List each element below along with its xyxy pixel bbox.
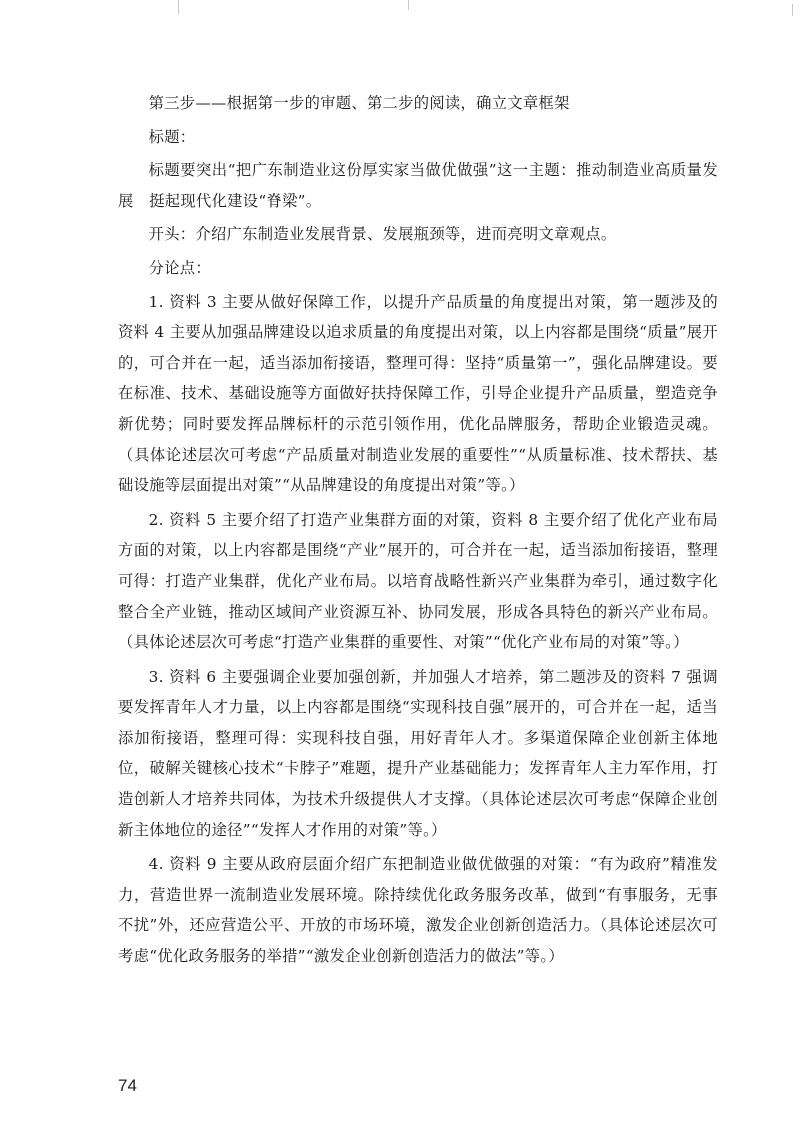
title-paragraph: 标题要突出“把广东制造业这份厚实家当做优做强”这一主题：推动制造业高质量发展 挺起现代化建设“脊梁”。: [118, 161, 718, 210]
scan-mark: [178, 0, 179, 14]
title-label: 标题：: [148, 127, 196, 146]
scan-mark: [792, 4, 793, 16]
point-4-paragraph: 4. 资料 9 主要从政府层面介绍广东把制造业做优做强的对策：“有为政府”精准发力，营造世界一流制造业发展环境。除持续优化政务服务改革，做到“有事服务，无事不扰”外，还应营造公平、开放的市场环境，激发企业创新创造活力。（具体论述层次可考虑“优化政务服务的举措”“激发企业创新创造活力的做法”等。）: [118, 855, 718, 966]
page-number: 74: [118, 1076, 137, 1095]
point-3-paragraph: 3. 资料 6 主要强调企业要加强创新，并加强人才培养，第二题涉及的资料 7 强调要发挥青年人才力量，以上内容都是围绕“实现科技自强”展开的，可合并在一起，适当添加衔接语，整理可得：实现科技自强，用好青年人才。多渠道保障企业创新主体地位，破解关键核心技术“卡脖子”难题，提升产业基础能力；发挥青年人主力军作用，打造创新人才培养共同体，为技术升级提供人才支撑。（具体论述层次可考虑“保障企业创新主体地位的途径”“发挥人才作用的对策”等。）: [118, 667, 718, 839]
document-body: [118, 88, 718, 972]
point-2-paragraph: 2. 资料 5 主要介绍了打造产业集群方面的对策，资料 8 主要介绍了优化产业布局方面的对策，以上内容都是围绕“产业”展开的，可合并在一起，适当添加衔接语，整理可得：打造产业集群，优化产业布局。以培育战略性新兴产业集群为牵引，通过数字化整合全产业链，推动区域间产业资源互补、协同发展，形成各具特色的新兴产业布局。（具体论述层次可考虑“打造产业集群的重要性、对策”“优化产业布局的对策”等。）: [118, 510, 718, 652]
scan-mark: [408, 0, 409, 10]
point-1-paragraph: 1. 资料 3 主要从做好保障工作，以提升产品质量的角度提出对策，第一题涉及的资料 4 主要从加强品牌建设以追求质量的角度提出对策，以上内容都是围绕“质量”展开的，可合并在一起，适当添加衔接语，整理可得：坚持“质量第一”，强化品牌建设。要在标准、技术、基础设施等方面做好扶持保障工作，引导企业提升产品质量，塑造竞争新优势；同时要发挥品牌标杆的示范引领作用，优化品牌服务，帮助企业锻造灵魂。（具体论述层次可考虑“产品质量对制造业发展的重要性”“从质量标准、技术帮扶、基础设施等层面提出对策”“从品牌建设的角度提出对策”等。）: [118, 292, 718, 495]
step-heading: 第三步——根据第一步的审题、第二步的阅读，确立文章框架: [148, 94, 570, 112]
points-label: 分论点：: [148, 258, 211, 277]
opening-paragraph: 开头：介绍广东制造业发展背景、发展瓶颈等，进而亮明文章观点。: [148, 225, 617, 244]
